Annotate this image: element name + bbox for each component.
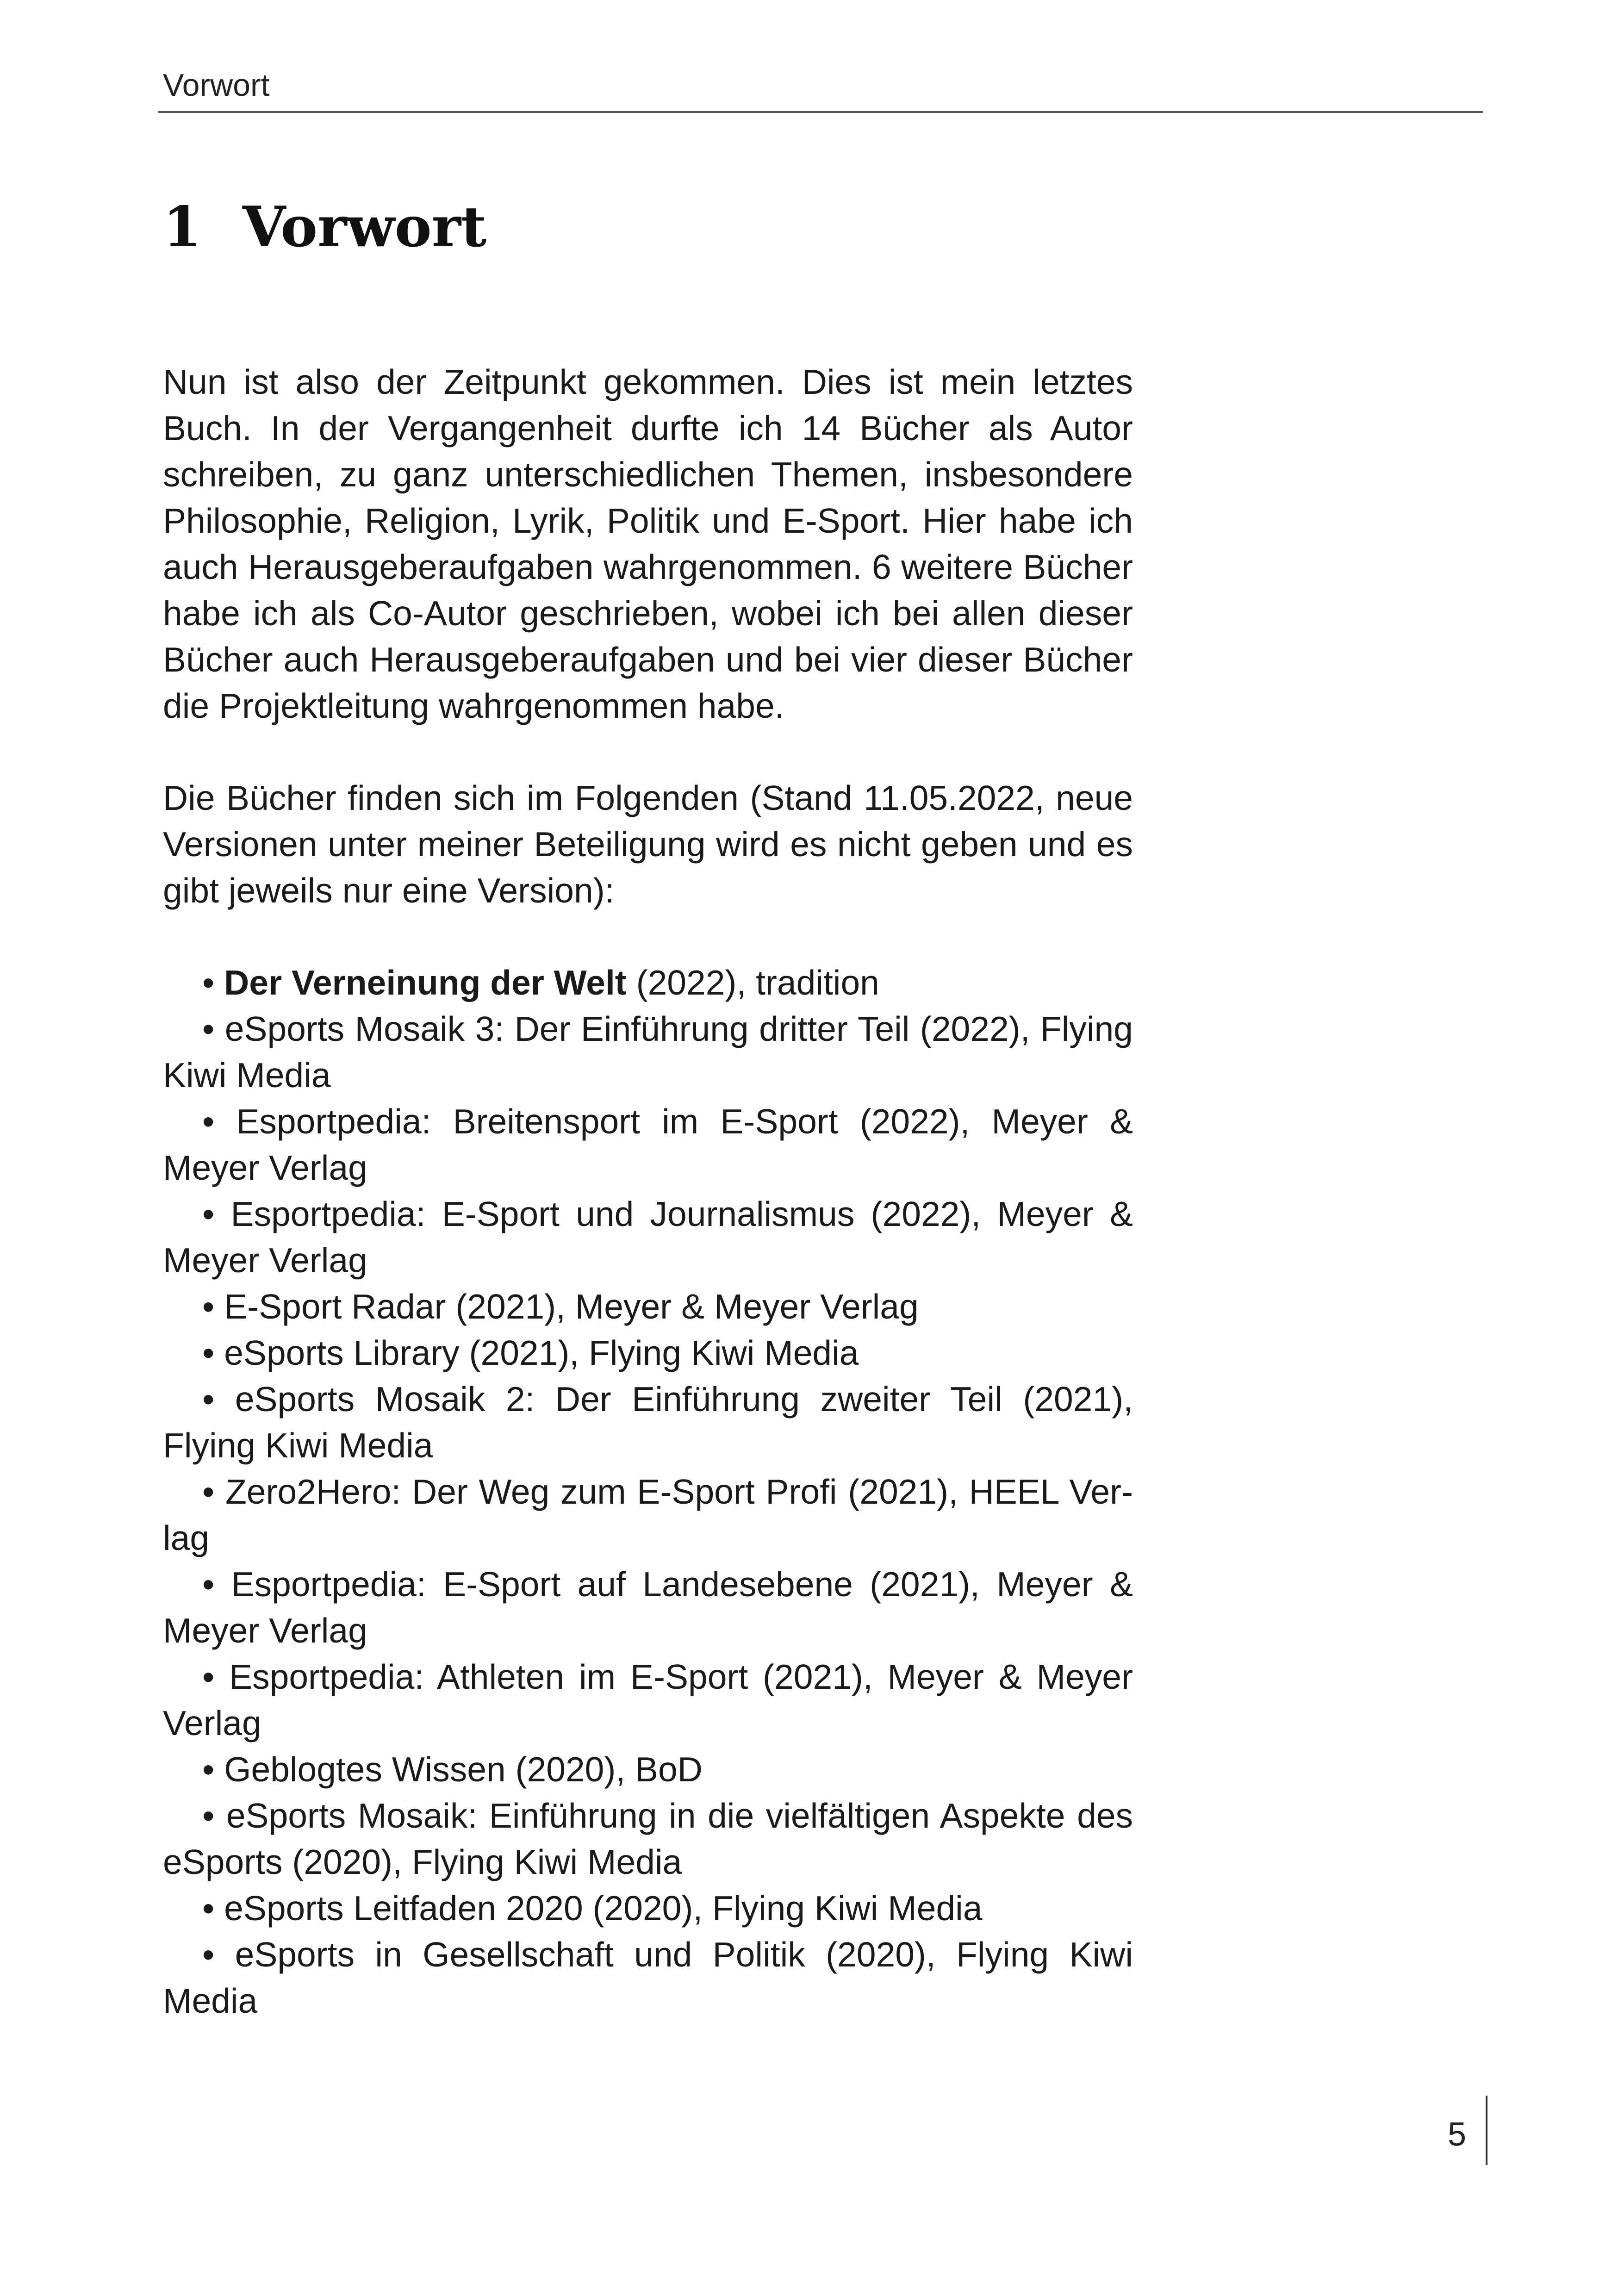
intro-paragraph: Nun ist also der Zeitpunkt gekommen. Dies ist mein letztes Buch. In der Vergangenheit durfte ich 14 Bücher als Autor schreiben, zu ganz unterschiedlichen Themen, insbesondere Philosophie, Religion, Lyrik, Politik und E-Sport. Hier habe ich auch Herausgeberaufgaben wahrgenommen. 6 weitere Bücher habe ich als Co-Autor geschrieben, wobei ich bei allen dieser Bücher auch Herausgeberaufgaben und bei vier dieser Bücher die Projektleitung wahrgenommen habe.: [163, 362, 1133, 725]
book-list-item: [163, 1330, 1133, 1376]
book-list-item: [163, 1468, 1133, 1561]
book-details: Zero2Hero: Der Weg zum E-Sport Profi (2021), HEEL Verlag: [163, 1472, 1133, 1557]
page-number-rule: [1486, 2096, 1487, 2165]
book-list-item: [163, 1885, 1133, 1931]
book-list-item: [163, 1283, 1133, 1330]
book-details: Geblogtes Wissen (2020), BoD: [224, 1750, 703, 1789]
chapter-number: 1: [163, 194, 202, 260]
book-list-item: [163, 1561, 1133, 1654]
header-rule: [158, 111, 1483, 113]
book-list: [163, 959, 1133, 2024]
chapter-title-text: Vorwort: [243, 194, 487, 260]
book-list-item: [163, 1792, 1133, 1885]
book-details: E-Sport Radar (2021), Meyer & Meyer Verlag: [224, 1287, 919, 1326]
book-details: eSports Library (2021), Flying Kiwi Media: [224, 1333, 859, 1372]
book-list-item: [163, 1098, 1133, 1191]
book-list-item: [163, 1006, 1133, 1098]
book-details: eSports Leitfaden 2020 (2020), Flying Kiwi Media: [224, 1889, 983, 1928]
book-list-item: [163, 1376, 1133, 1468]
book-details: Esportpedia: Breitensport im E-Sport (2022), Meyer & Meyer Verlag: [163, 1102, 1133, 1187]
book-details: Esportpedia: E-Sport auf Landesebene (2021), Meyer & Meyer Verlag: [163, 1565, 1133, 1650]
book-details: Esportpedia: Athleten im E-Sport (2021), Meyer & Meyer Verlag: [163, 1657, 1133, 1742]
book-list-item: [163, 1654, 1133, 1746]
book-title-bold: Der Verneinung der Welt: [224, 963, 627, 1002]
book-details: Esportpedia: E-Sport und Journalismus (2022), Meyer & Meyer Verlag: [163, 1195, 1133, 1280]
running-header: Vorwort: [163, 68, 270, 103]
books-intro-paragraph: Die Bücher finden sich im Folgenden (Stand 11.05.2022, neue Versionen unter meiner Beteiligung wird es nicht geben und es gibt jeweils nur eine Version):: [163, 778, 1133, 910]
book-list-item: [163, 959, 1133, 1006]
page-number: 5: [1448, 2116, 1467, 2153]
book-details: eSports in Gesellschaft und Politik (2020), Flying Kiwi Media: [163, 1935, 1133, 2020]
chapter-title: [163, 194, 487, 260]
book-details: eSports Mosaik: Einführung in die vielfältigen Aspekte des eSports (2020), Flying Kiwi Media: [163, 1796, 1133, 1881]
book-list-item: [163, 1746, 1133, 1792]
book-list-item: [163, 1191, 1133, 1283]
book-details: eSports Mosaik 2: Der Einführung zweiter Teil (2021), Flying Kiwi Media: [163, 1380, 1133, 1465]
book-list-item: [163, 1931, 1133, 2024]
book-details: eSports Mosaik 3: Der Einführung dritter Teil (2022), Flying Kiwi Media: [163, 1009, 1133, 1095]
book-details: (2022), tradition: [626, 963, 879, 1002]
